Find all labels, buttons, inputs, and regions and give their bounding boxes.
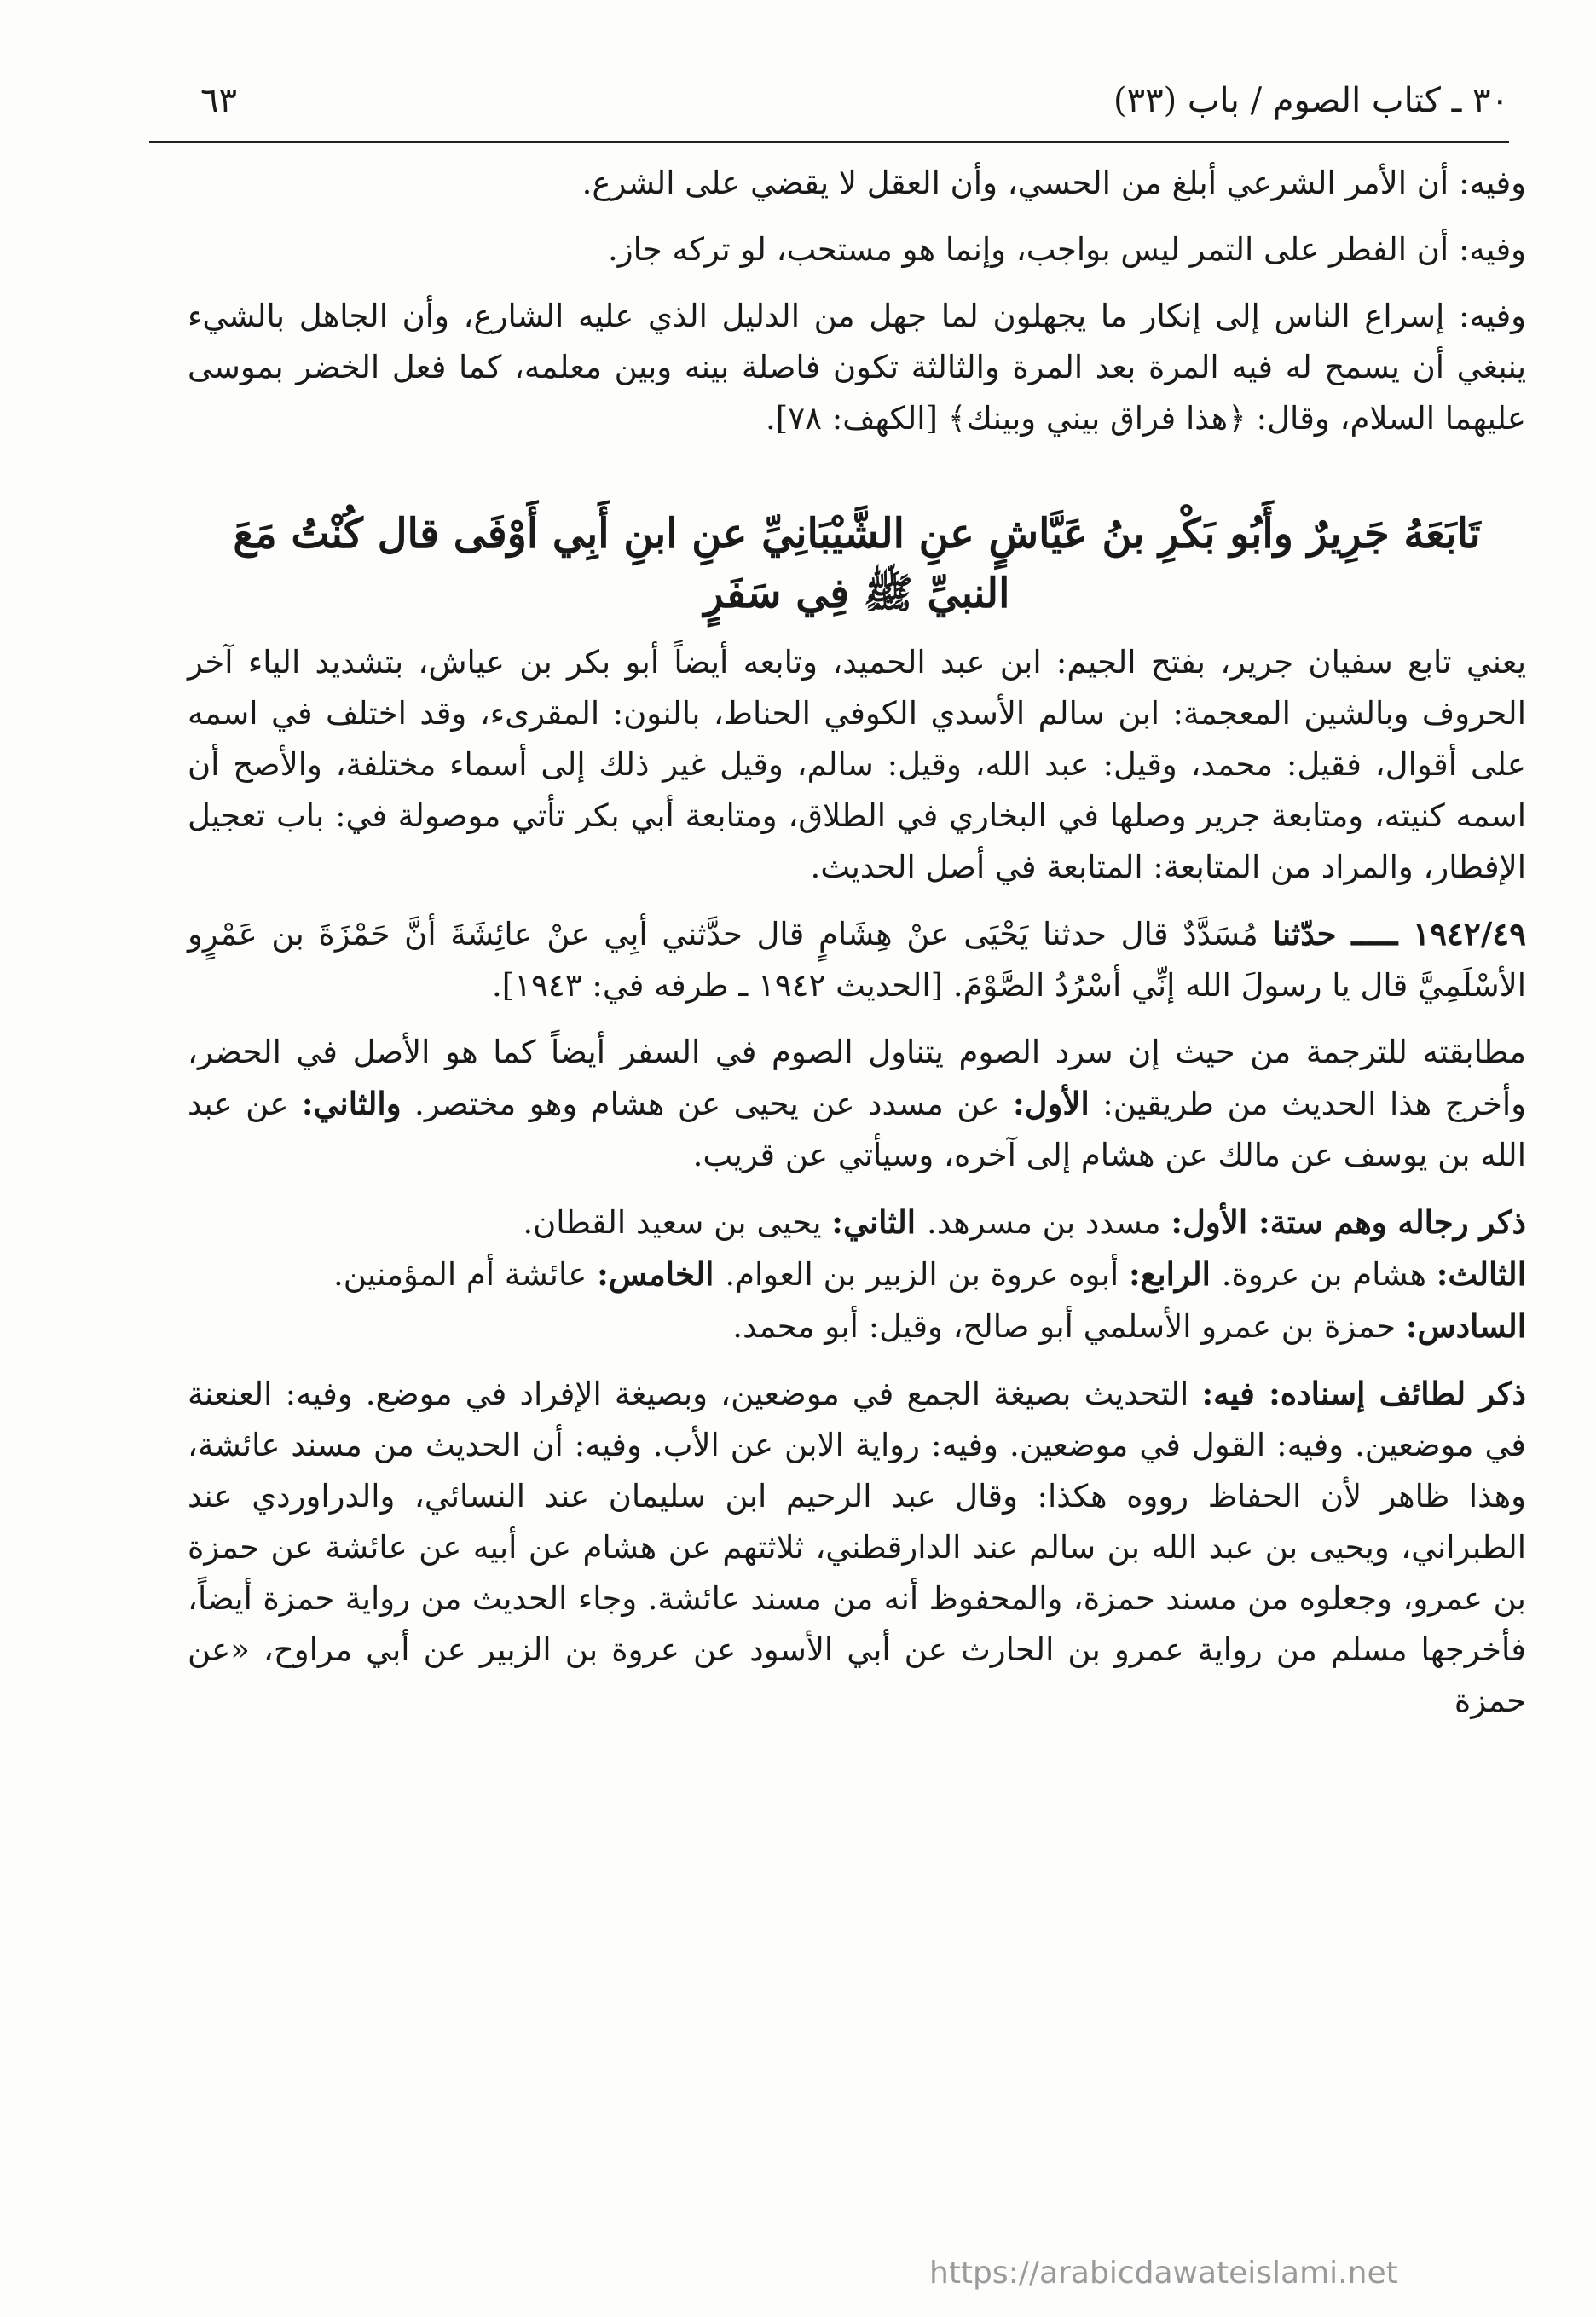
narrator-label-1: الأول: [1171, 1203, 1259, 1241]
subtleties-heading: ذكر لطائف إسناده: فيه: [1201, 1375, 1526, 1412]
isnad-subtleties-section [188, 1368, 1526, 1727]
commentary-text-a: مطابقته للترجمة من حيث إن سرد الصوم يتناول الصوم في السفر أيضاً كما هو الأصل في الحضر، وأخرج هذا الحديث من طريقين: [188, 1034, 1526, 1122]
page-number: ٦٣ [200, 81, 237, 120]
watermark-url: https://arabicdawateislami.net [929, 2256, 1398, 2291]
paragraph-benefit-2: وفيه: أن الفطر على التمر ليس بواجب، وإنما هو مستحب، لو تركه جاز. [608, 231, 1526, 268]
hadith-number: ١٩٤٢/٤٩ [1413, 915, 1526, 953]
narrator-label-6: السادس: [1405, 1307, 1526, 1345]
header-rule [149, 141, 1509, 143]
hadith-heading: تَابَعَهُ جَرِيرٌ وأَبُو بَكْرِ بنُ عَيَّاشٍ عنِ الشَّيْبَانِيِّ عنِ ابنِ أَبِي أَوْفَى قال كُنْتُ مَعَ النبيِّ ﷺ فِي سَفَرٍ [233, 510, 1481, 617]
narrators-heading: ذكر رجاله وهم ستة: [1258, 1203, 1526, 1241]
narrator-label-4: الرابع: [1128, 1255, 1222, 1293]
subtleties-text: التحديث بصيغة الجمع في موضعين، وبصيغة الإفراد في موضع. وفيه: العنعنة في موضعين. وفيه: القول في موضعين. وفيه: رواية الابن عن الأب. وفيه: أن الحديث من مسند عائشة، وهذا ظاهر لأن الحفاظ رووه هكذا: وقال عبد الرحيم ابن سليمان عند النسائي، والدراوردي عند الطبراني، ويحيى بن عبد الله بن سالم عند الدارقطني، ثلاثتهم عن هشام عن أبيه عن عائشة عن حمزة بن عمرو، وجعلوه من مسند حمزة، والمحفوظ أنه من مسند عائشة. وجاء الحديث من رواية حمزة أيضاً، فأخرجها مسلم من رواية عمرو بن الحارث عن أبي الأسود عن عروة بن الزبير عن أبي مراوح، «عن حمزة [188, 1376, 1526, 1719]
hadith-haddathana: حدّثنا [1272, 915, 1337, 953]
commentary-text-b: عن مسدد عن يحيى عن هشام وهو مختصر. [401, 1086, 1014, 1122]
narrator-6: حمزة بن عمرو الأسلمي أبو صالح، وقيل: أبو محمد. [732, 1308, 1406, 1345]
commentary-correspondence [188, 1027, 1526, 1181]
commentary-mutabaah: يعني تابع سفيان جرير، بفتح الجيم: ابن عبد الحميد، وتابعه أيضاً أبو بكر بن عياش، بتشديد الياء آخر الحروف وبالشين المعجمة: ابن سالم الأسدي الكوفي الحناط، بالنون: المقرىء، وقد اختلف في اسمه على أقوال، فقيل: محمد، وقيل: عبد الله، وقيل: سالم، وقيل غير ذلك إلى أسماء مختلفة، والأصح أن اسمه كنيته، ومتابعة جرير وصلها في البخاري في الطلاق، ومتابعة أبي بكر تأتي موصولة في: باب تعجيل الإفطار، والمراد من المتابعة: المتابعة في أصل الحديث. [188, 644, 1526, 885]
hadith-body: مُسَدَّدٌ قال حدثنا يَحْيَى عنْ هِشَامٍ قال حدَّثني أبِي عنْ عائِشَةَ أنَّ حَمْزَةَ بن عَمْرٍو الأسْلَمِيَّ قال يا رسولَ الله إنِّي أسْرُدُ الصَّوْمَ. [الحديث ١٩٤٢ ـ طرفه في: ١٩٤٣]. [188, 916, 1526, 1004]
page-body [188, 158, 1526, 1742]
narrator-3: هشام بن عروة. [1221, 1256, 1437, 1293]
running-title: ٣٠ ـ كتاب الصوم / باب (٣٣) [1113, 81, 1509, 120]
page-header [149, 81, 1509, 141]
narrator-5: عائشة أم المؤمنين. [332, 1256, 598, 1293]
hadith-dash: ـــــ [1336, 915, 1414, 953]
narrator-label-5: الخامس: [597, 1255, 726, 1293]
narrators-section [188, 1196, 1526, 1353]
narrator-1: مسدد بن مسرهد. [926, 1204, 1171, 1241]
narrator-label-3: الثالث: [1436, 1255, 1526, 1293]
label-first: الأول: [1013, 1085, 1090, 1122]
label-second: والثاني: [301, 1085, 402, 1122]
narrator-label-2: الثاني: [831, 1203, 927, 1241]
narrator-2: يحيى بن سعيد القطان. [523, 1204, 832, 1241]
hadith-text [188, 908, 1526, 1011]
paragraph-benefit-3: وفيه: إسراع الناس إلى إنكار ما يجهلون لما جهل من الدليل الذي عليه الشارع، وأن الجاهل بالشيء ينبغي أن يسمح له فيه المرة بعد المرة والثالثة تكون فاصلة بينه وبين معلمه، كما فعل الخضر بموسى عليهما السلام، وقال: ﴿هذا فراق بيني وبينك﴾ [الكهف: ٧٨]. [188, 298, 1526, 437]
commentary-text-c: عن عبد الله بن يوسف عن مالك عن هشام إلى آخره، وسيأتي عن قريب. [188, 1086, 1526, 1173]
narrator-4: أبوه عروة بن الزبير بن العوام. [725, 1256, 1129, 1293]
paragraph-benefit-1: وفيه: أن الأمر الشرعي أبلغ من الحسي، وأن العقل لا يقضي على الشرع. [581, 165, 1526, 201]
